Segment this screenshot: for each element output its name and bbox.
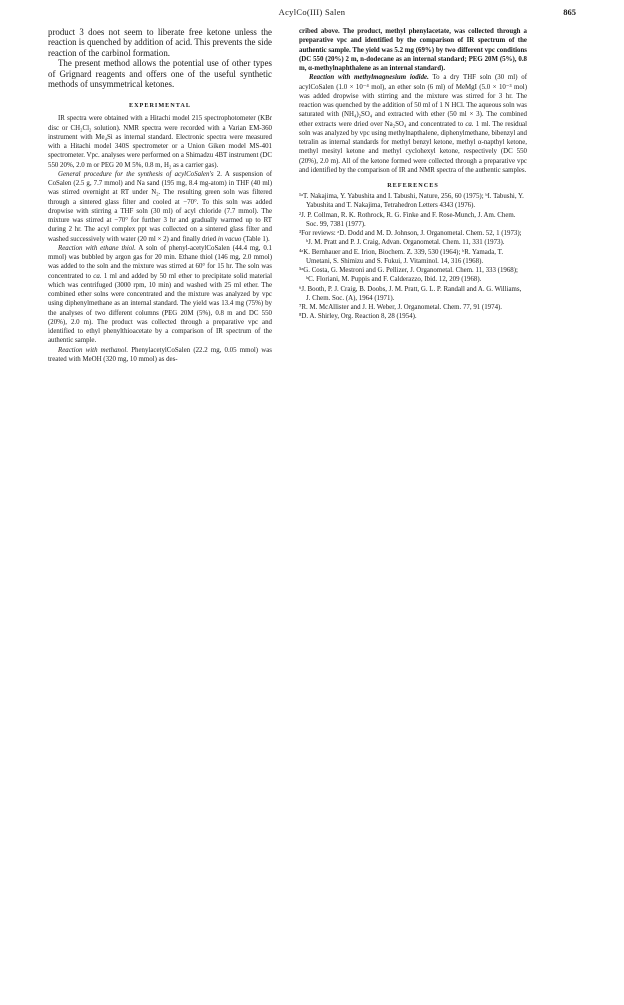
page-header bbox=[0, 7, 624, 21]
general-procedure-end: (Table 1). bbox=[243, 235, 270, 243]
methylmagnesium-text: To a dry THF soln (30 ml) of acylCoSalen (1.0 × 10⁻⁴ mol), an ether soln (6 ml) of MeMgI (5.0 × 10⁻³ mol) was added dropwise with stirring and the mixture was stirred for 3 hr. The reaction was quenched by the addition of 50 ml of 1 N HCl. The aqueous soln was saturated with (NH₄)₂SO₄ and extracted with ether (50 ml × 3). The combined ether extracts were dried over Na₂SO₄ and concentrated to bbox=[299, 74, 527, 128]
experimental-heading: EXPERIMENTAL bbox=[128, 102, 192, 110]
reference-item: ⁸D. A. Shirley, Org. Reaction 8, 28 (1954). bbox=[299, 313, 417, 321]
left-column bbox=[48, 27, 272, 364]
references-heading: REFERENCES bbox=[387, 182, 439, 189]
paragraph-general-procedure bbox=[48, 170, 272, 244]
ca-text-2: ca. bbox=[465, 120, 474, 128]
reference-item: ²J. P. Collman, R. K. Rothrock, R. G. Finke and F. Rose-Munch, J. Am. Chem. Soc. 99, 7381 (1977). bbox=[299, 211, 516, 228]
methylmagnesium-title: Reaction with methylmagnesium iodide. bbox=[309, 74, 429, 82]
ethane-thiol-text: A soln of phenyl-acetylCoSalen (44.4 mg, 0.1 mmol) was bubbled by argon gas for 20 min. Ethane thiol (146 mg, 2.0 mmol) was added to the soln and the mixture was stirred at 60° for 15 hr. The soln was concentrated to bbox=[48, 244, 272, 280]
general-procedure-title: General procedure for the synthesis of acylCoSalen's bbox=[58, 170, 214, 178]
reference-item: ³For reviews: ᵃD. Dodd and M. D. Johnson, J. Organometal. Chem. 52, 1 (1973); ᵇJ. M. Pratt and P. J. Craig, Advan. Organometal. Chem. 11, 331 (1973). bbox=[299, 230, 522, 247]
methanol-text: PhenylacetylCoSalen (22.2 mg, 0.05 mmol) was treated with MeOH (320 mg, 10 mmol) as des- bbox=[48, 346, 272, 363]
paragraph-ethane-thiol bbox=[48, 244, 272, 346]
paragraph-methanol bbox=[48, 346, 272, 365]
reference-item: ⁴ᵃK. Bernhauer and E. Irion, Biochem. Z. 339, 530 (1964); ᵇR. Yamada, T. Umetani, S. Shimizu and S. Fukui, J. Vitaminol. 14, 316 (1968). bbox=[299, 248, 504, 265]
paragraph-conclusion-2: The present method allows the potential use of other types of Grignard reagents and offers one of the useful synthetic methods of unsymmetrical ketones. bbox=[48, 58, 272, 90]
running-title: AcylCo(III) Salen bbox=[278, 7, 346, 17]
ethane-thiol-text-2: 1 ml and added by 50 ml ether to precipitate solid material which was centrifuged (3000 rpm, 10 min) and washed with 25 ml ether. The combined ether solns were concentrated and the mixture was analyzed by vpc using diphenylmethane as an internal standard. The yield was 13.4 mg (75%) by the analyses of two different columns (PEG 20M (5%), 0.8 m and DC 550 (20%), 2.0 m). The product was collected through a preparative vpc and identified to ethyl phenylthioacetate by a comparison of IR spectrum of the authentic sample. bbox=[48, 272, 273, 345]
reference-item: ¹ᵃT. Nakajima, Y. Yabushita and I. Tabushi, Nature, 256, 60 (1975); ᵇI. Tabushi, Y. Yabushita and T. Nakajima, Tetrahedron Letters 4343 (1976). bbox=[299, 193, 524, 210]
paragraph-methylmagnesium bbox=[299, 73, 527, 175]
references-list bbox=[299, 192, 527, 322]
paragraph-methanol-continued: cribed above. The product, methyl phenylacetate, was collected through a preparative vpc and identified by the comparison of IR spectrum of the authentic sample. The yield was 5.2 mg (69%) by two different vpc conditions (DC 550 (20%) 2 m, n-dodecane as an internal standard; PEG 20M (5%), 0.8 m, α-methylnaphthalene as an internal standard). bbox=[299, 28, 527, 72]
paragraph-conclusion-1: product 3 does not seem to liberate free ketone unless the reaction is quenched by addition of acid. This prevents the side reaction of the carbinol formation. bbox=[48, 27, 272, 58]
paragraph-instruments: IR spectra were obtained with a Hitachi model 215 spectrophotometer (KBr disc or CH₂Cl₂ solution). NMR spectra were recorded with a Varian EM-360 instrument with Me₄Si as internal standard. Electronic spectra were measured with a Hitachi model 340S spectrometer or a Union Giken model MS-401 spectrometer. Vpc. analyses were performed on a Shimadzu 4BT instrument (DC 550 20%, 2.0 m or PEG 20 M 5%, 0.8 m, H₂ as a carrier gas). bbox=[48, 115, 272, 169]
in-vacuo-text: in vacuo bbox=[217, 235, 242, 243]
methylmagnesium-text-2: 1 ml. The residual soln was analyzed by vpc using methylnapthalene, diphenylmethane, bibenzyl and tetralin as internal standards for methyl benzyl ketone, methyl α-napthyl ketone, methyl mesityl ketone and methyl cyclohexyl ketone, respectively (DC 550 (20%), 2.0 m). All of the ketone formed were collected through a preparative vpc and identified by the comparison of IR and NMR spectra of the authentic samples. bbox=[299, 120, 527, 174]
page-number: 865 bbox=[563, 7, 576, 17]
reference-item: ⁵ᵃG. Costa, G. Mestroni and G. Pellizer, J. Organometal. Chem. 11, 333 (1968); ᵇC. Floriani, M. Puppis and F. Calderazzo, Ibid. 12, 209 (1968). bbox=[299, 267, 518, 284]
ethane-thiol-title: Reaction with ethane thiol. bbox=[58, 244, 136, 252]
reference-item: ⁶J. Booth, P. J. Craig, B. Doobs, J. M. Pratt, G. L. P. Randall and A. G. Williams, J. Chem. Soc. (A), 1964 (1971). bbox=[299, 285, 522, 302]
methanol-title: Reaction with methanol. bbox=[58, 346, 129, 354]
general-procedure-text: 2. A suspension of CoSalen (2.5 g, 7.7 mmol) and Na sand (195 mg, 8.4 mg-atom) in THF (40 ml) was stirred overnight at RT under N₂. The resulting green soln was filtered through a sintered glass filter and cooled at −70°. To this soln was added dropwise with stirring a THF soln (30 ml) of acyl chloride (7.7 mmol). The mixture was stirred at −70° for further 3 hr and gradually warmed up to RT during 2 hr. The acyl complex ppt was collected on a sintered glass filter and washed successively with water (20 ml × 2) and finally dried bbox=[48, 170, 272, 243]
reference-item: ⁷R. M. McAllister and J. H. Weber, J. Organometal. Chem. 77, 91 (1974). bbox=[299, 304, 503, 311]
right-column bbox=[299, 27, 527, 322]
ca-text: ca. bbox=[93, 272, 102, 280]
